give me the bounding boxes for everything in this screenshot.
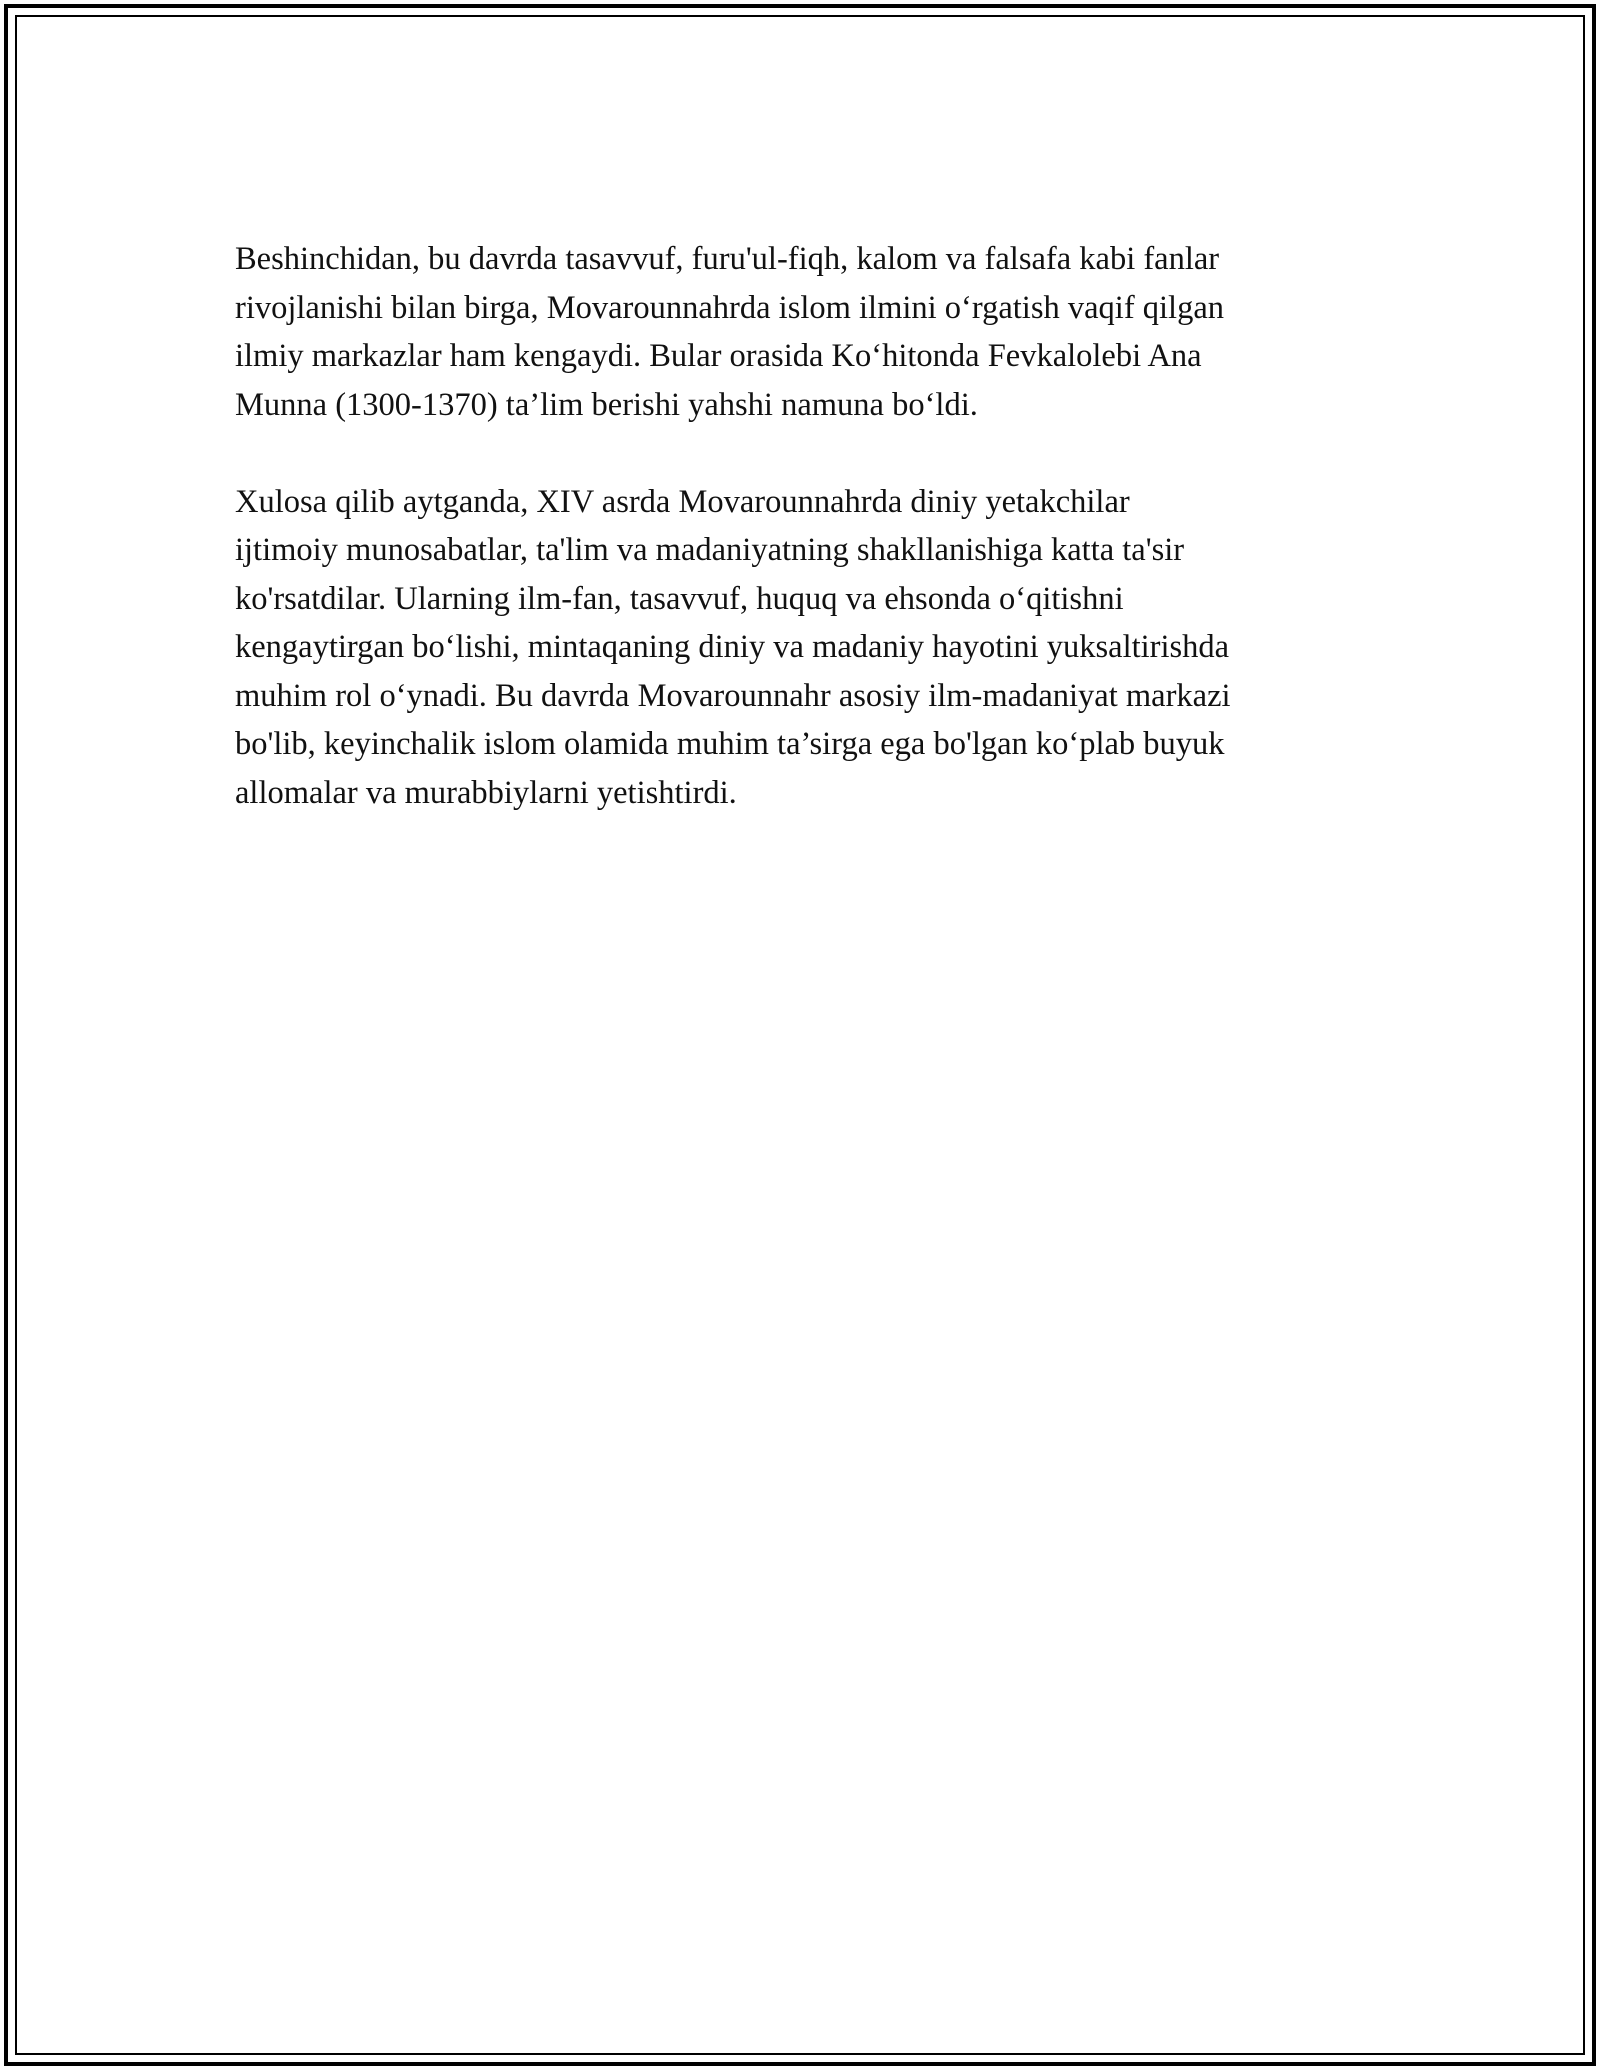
text-line: Xulosa qilib aytganda, XIV asrda Movarounnahrda diniy yetakchilar [235, 483, 1130, 520]
text-line: ko'rsatdilar. Ularning ilm-fan, tasavvuf, huquq va ehsonda o‘qitishni [235, 580, 1124, 617]
document-body [235, 235, 1385, 866]
text-line: allomalar va murabbiylarni yetishtirdi. [235, 774, 737, 811]
text-line: bo'lib, keyinchalik islom olamida muhim ta’sirga ega bo'lgan ko‘plab buyuk [235, 726, 1225, 762]
text-line: ilmiy markazlar ham kengaydi. Bular orasida Ko‘hitonda Fevkalolebi Ana [235, 338, 1202, 374]
paragraph-1 [235, 235, 1385, 429]
text-line: Beshinchidan, bu davrda tasavvuf, furu'ul-fiqh, kalom va falsafa kabi fanlar [235, 241, 1220, 277]
paragraph-2 [235, 478, 1385, 818]
text-line: Munna (1300-1370) ta’lim berishi yahshi namuna bo‘ldi. [235, 386, 978, 423]
text-line: muhim rol o‘ynadi. Bu davrda Movarounnahr asosiy ilm-madaniyat markazi [235, 677, 1231, 714]
text-line: ijtimoiy munosabatlar, ta'lim va madaniyatning shakllanishiga katta ta'sir [235, 532, 1185, 568]
text-line: kengaytirgan bo‘lishi, mintaqaning diniy va madaniy hayotini yuksaltirishda [235, 629, 1230, 665]
text-line: rivojlanishi bilan birga, Movarounnahrda islom ilmini o‘rgatish vaqif qilgan [235, 289, 1224, 326]
